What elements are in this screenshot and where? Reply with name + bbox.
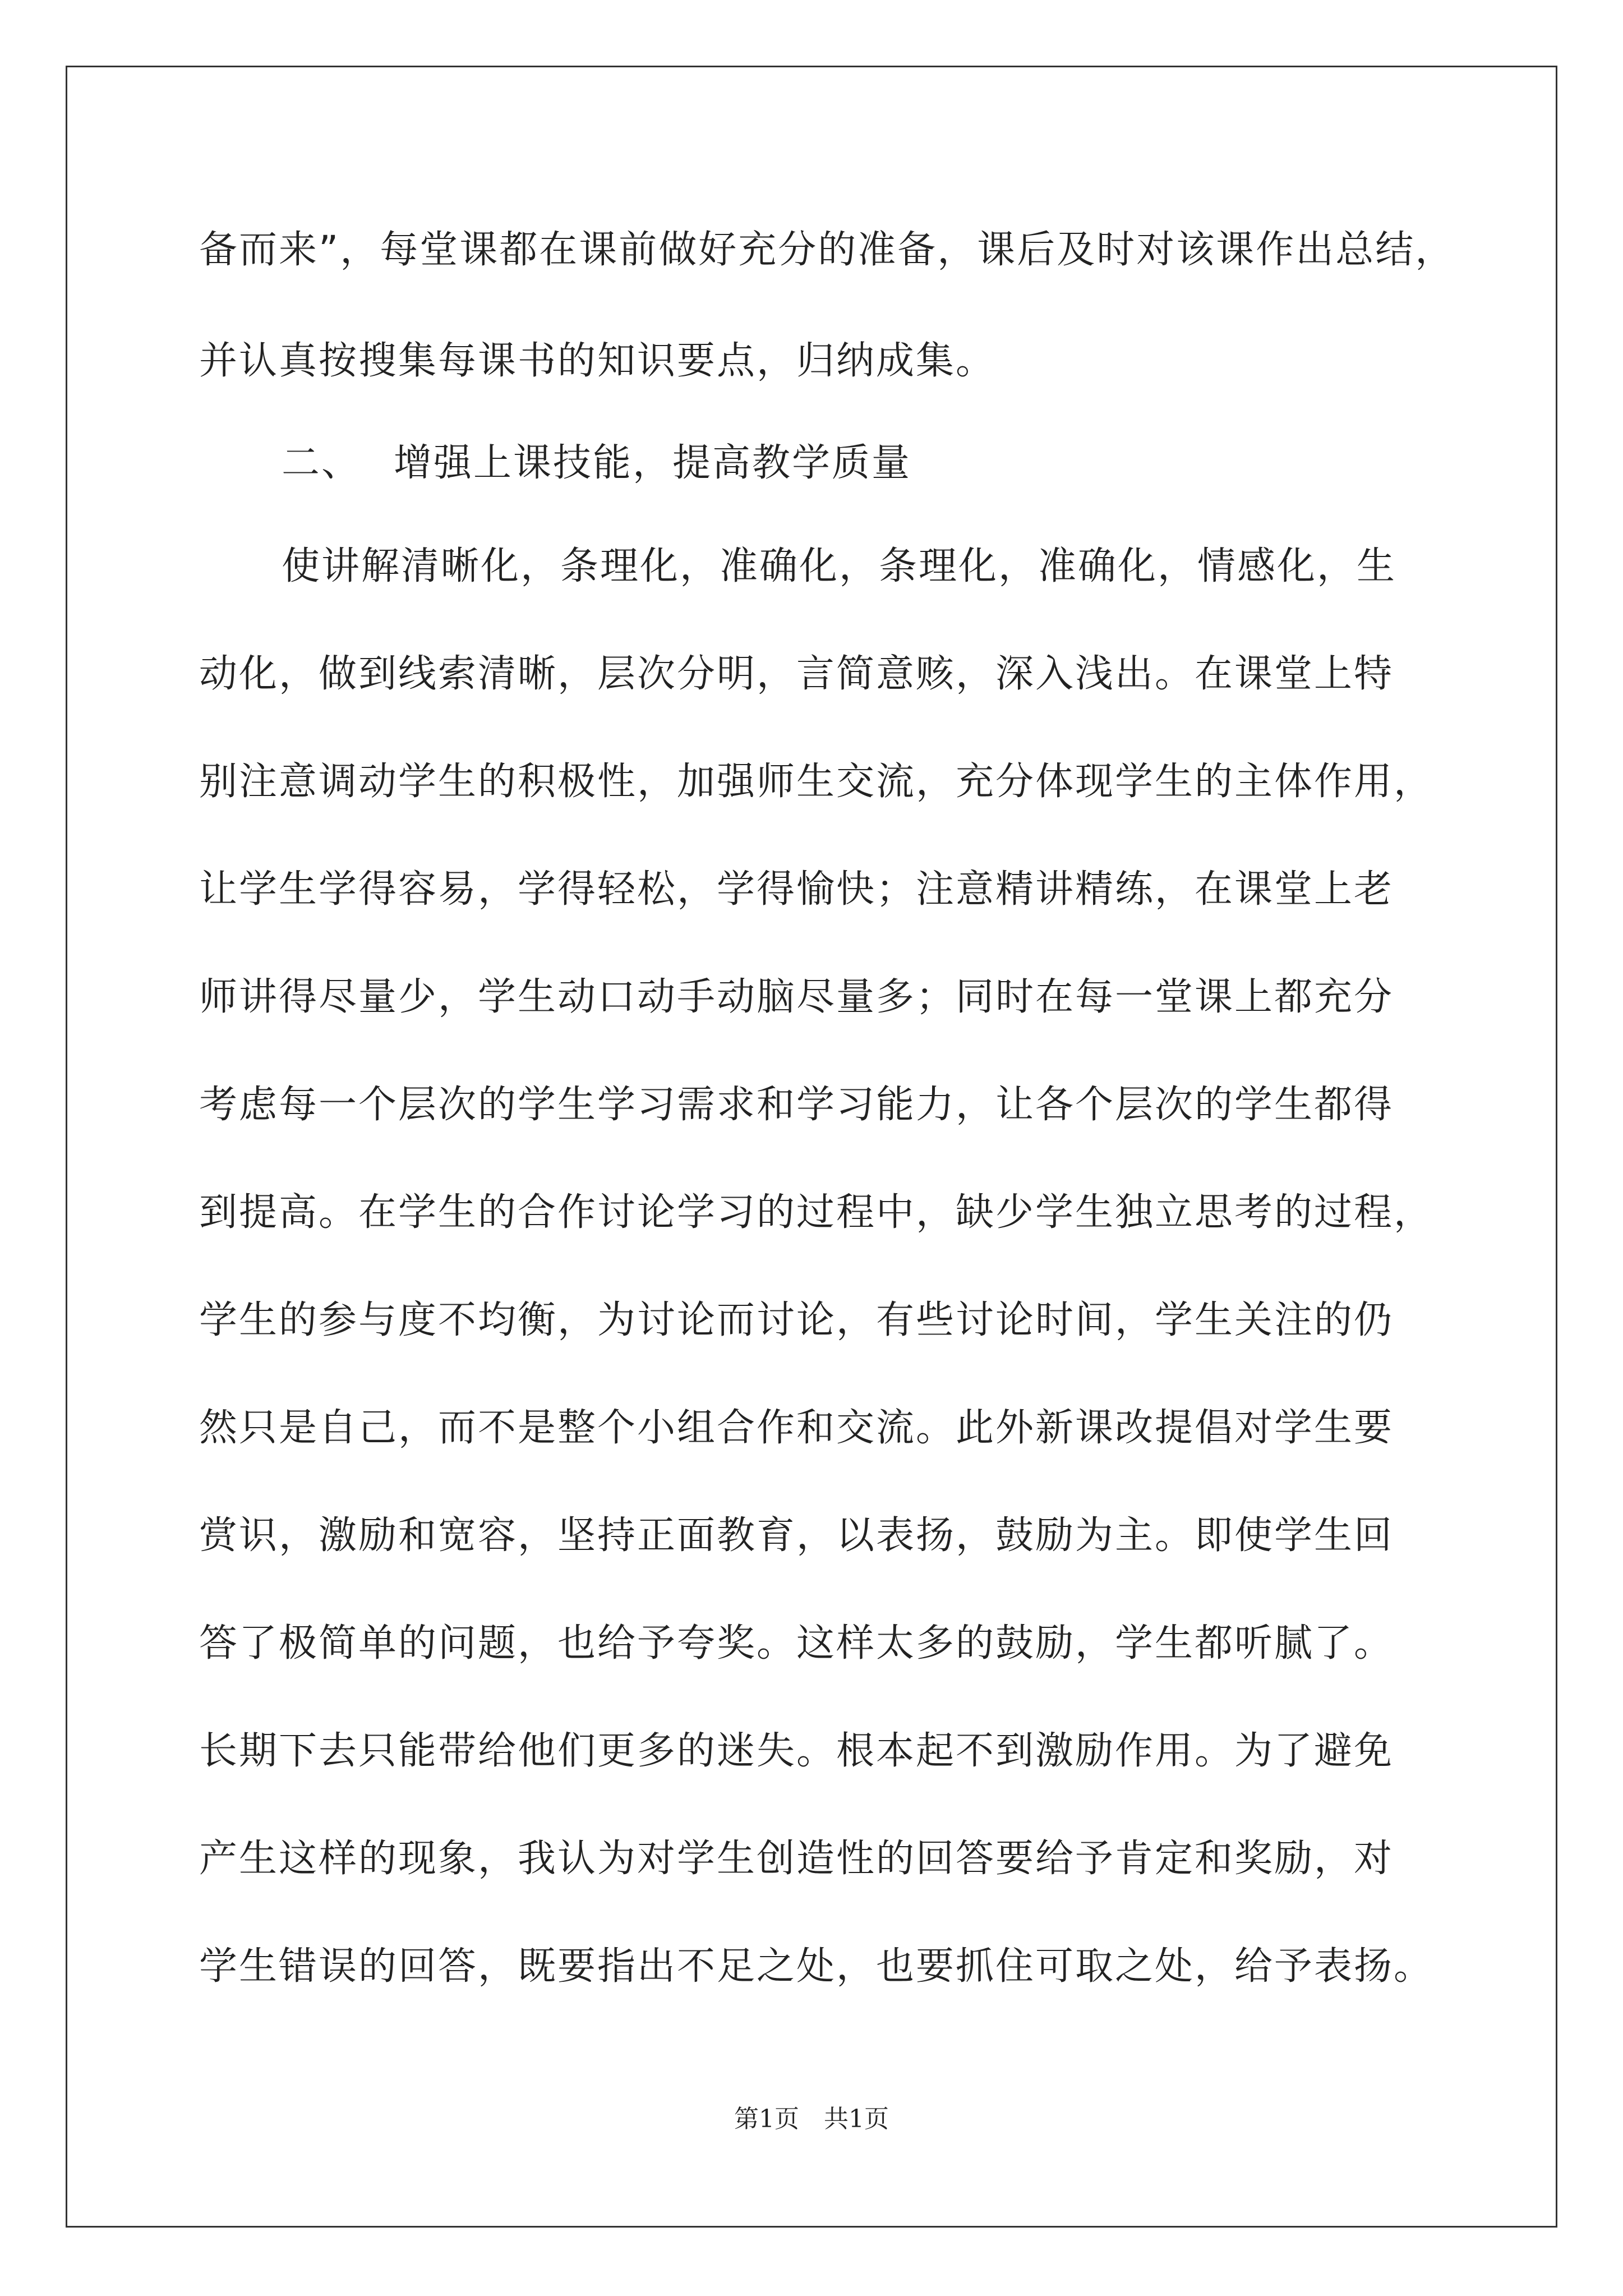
paragraph-line: 师讲得尽量少，学生动口动手动脑尽量多；同时在每一堂课上都充分: [199, 975, 1394, 1019]
paragraph-line: 到提高。在学生的合作讨论学习的过程中，缺少学生独立思考的过程，: [199, 1190, 1434, 1235]
paragraph-line: 考虑每一个层次的学生学习需求和学习能力，让各个层次的学生都得: [199, 1083, 1394, 1127]
page-number: 第1页: [734, 2105, 799, 2133]
paragraph-line: 答了极简单的问题，也给予夸奖。这样太多的鼓励，学生都听腻了。: [199, 1621, 1394, 1665]
section-heading-number: 二、: [282, 441, 362, 485]
paragraph-line: 产生这样的现象，我认为对学生创造性的回答要给予肯定和奖励，对: [199, 1837, 1394, 1881]
paragraph-line: 别注意调动学生的积极性，加强师生交流，充分体现学生的主体作用，: [199, 760, 1434, 804]
page-total: 共1页: [824, 2105, 889, 2133]
paragraph-line: 备而来”，每堂课都在课前做好充分的准备，课后及时对该课作出总结，: [199, 228, 1455, 272]
page-border: [66, 66, 1557, 2228]
paragraph-line: 长期下去只能带给他们更多的迷失。根本起不到激励作用。为了避免: [199, 1729, 1394, 1773]
paragraph-line: 动化，做到线索清晰，层次分明，言简意赅，深入浅出。在课堂上特: [199, 652, 1394, 696]
page-footer: [0, 2104, 1623, 2135]
section-heading: [282, 441, 911, 486]
paragraph-line: 让学生学得容易，学得轻松，学得愉快；注意精讲精练，在课堂上老: [199, 867, 1394, 912]
section-heading-text: 增强上课技能，提高教学质量: [394, 441, 912, 485]
paragraph-line: 使讲解清晰化，条理化，准确化，条理化，准确化，情感化，生: [282, 544, 1397, 588]
paragraph-line: 学生错误的回答，既要指出不足之处，也要抓住可取之处，给予表扬。: [199, 1944, 1434, 1989]
paragraph-line: 并认真按搜集每课书的知识要点，归纳成集。: [199, 339, 996, 383]
paragraph-line: 然只是自己，而不是整个小组合作和交流。此外新课改提倡对学生要: [199, 1406, 1394, 1450]
paragraph-line: 赏识，激励和宽容，坚持正面教育，以表扬，鼓励为主。即使学生回: [199, 1513, 1394, 1558]
paragraph-line: 学生的参与度不均衡，为讨论而讨论，有些讨论时间，学生关注的仍: [199, 1298, 1394, 1342]
